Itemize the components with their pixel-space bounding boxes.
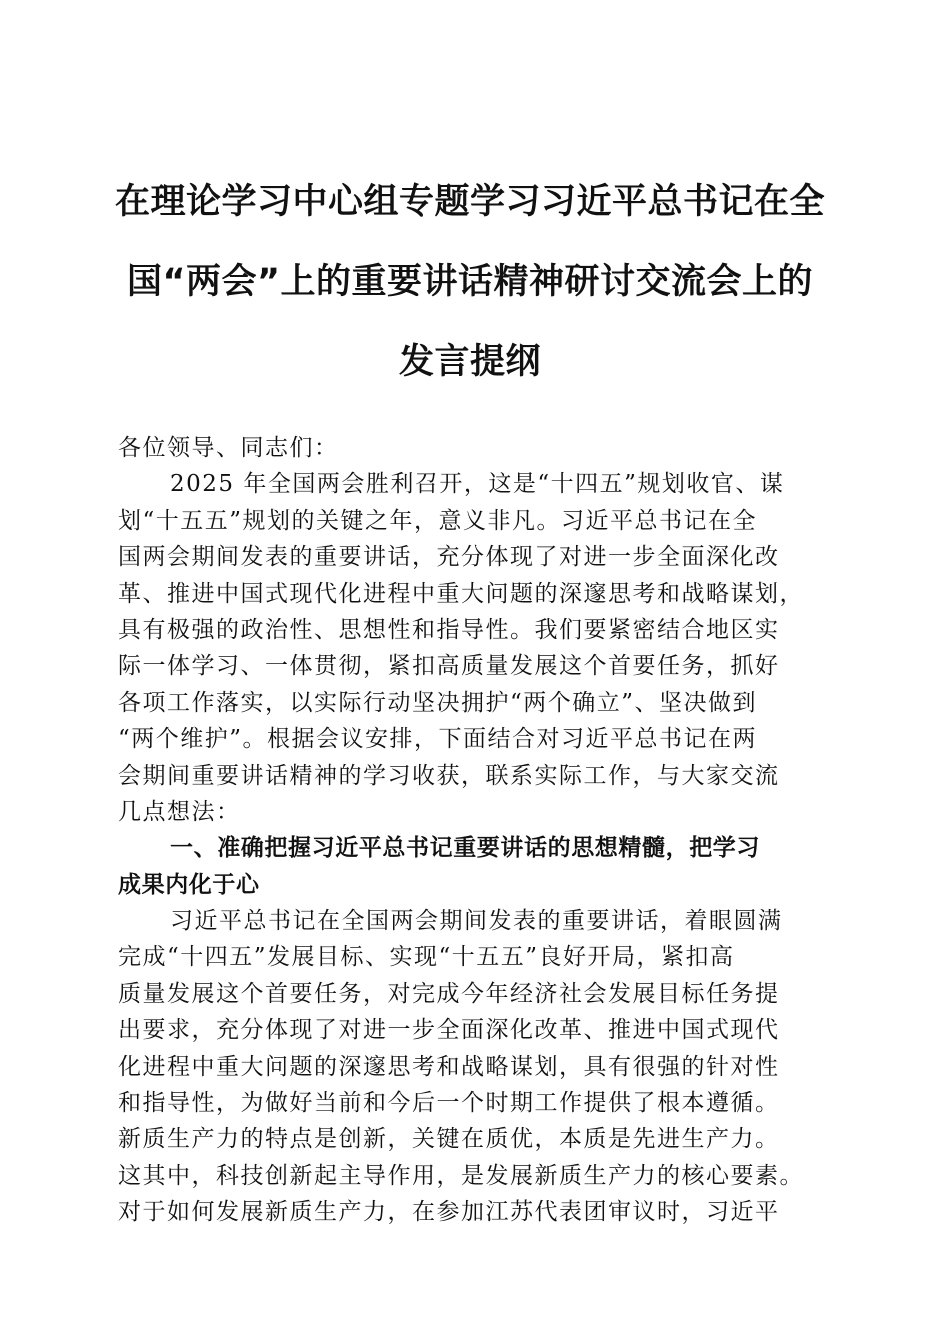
paragraph-line: 革、推进中国式现代化进程中重大问题的深邃思考和战略谋划， xyxy=(118,580,804,607)
paragraph-line: 际一体学习、一体贯彻，紧扣高质量发展这个首要任务，抓好 xyxy=(118,653,780,680)
paragraph-line: 具有极强的政治性、思想性和指导性。我们要紧密结合地区实 xyxy=(118,616,780,643)
document-title xyxy=(100,162,840,402)
paragraph-line: 几点想法： xyxy=(118,798,241,825)
paragraph-line: 对于如何发展新质生产力，在参加江苏代表团审议时，习近平 xyxy=(118,1199,780,1226)
paragraph-line: 化进程中重大问题的深邃思考和战略谋划，具有很强的针对性 xyxy=(118,1053,780,1080)
title-line-1: 在理论学习中心组专题学习习近平总书记在全 xyxy=(114,182,825,222)
paragraph-line: 质量发展这个首要任务，对完成今年经济社会发展目标任务提 xyxy=(118,980,780,1007)
paragraph-line: 完成“十四五”发展目标、实现“十五五”良好开局，紧扣高 xyxy=(118,944,735,971)
paragraph-line: 这其中，科技创新起主导作用，是发展新质生产力的核心要素。 xyxy=(118,1162,804,1189)
paragraph-line: 新质生产力的特点是创新，关键在质优，本质是先进生产力。 xyxy=(118,1126,780,1153)
paragraph-line: 2025 年全国两会胜利召开，这是“十四五”规划收官、谋 xyxy=(170,471,785,498)
section-heading: 成果内化于心 xyxy=(118,871,260,898)
title-line-3: 发言提纲 xyxy=(398,342,541,382)
paragraph-line: “两个维护”。根据会议安排，下面结合对习近平总书记在两 xyxy=(118,726,758,753)
paragraph-line: 和指导性，为做好当前和今后一个时期工作提供了根本遵循。 xyxy=(118,1090,780,1117)
paragraph-line: 国两会期间发表的重要讲话，充分体现了对进一步全面深化改 xyxy=(118,544,780,571)
paragraph-line: 出要求，充分体现了对进一步全面深化改革、推进中国式现代 xyxy=(118,1017,780,1044)
section-heading: 一、准确把握习近平总书记重要讲话的思想精髓，把学习 xyxy=(170,835,760,862)
salutation: 各位领导、同志们： xyxy=(118,435,339,461)
paragraph-line: 会期间重要讲话精神的学习收获，联系实际工作，与大家交流 xyxy=(118,762,780,789)
paragraph-line: 习近平总书记在全国两会期间发表的重要讲话，着眼圆满 xyxy=(170,908,783,935)
title-line-2: 国“两会”上的重要讲话精神研讨交流会上的 xyxy=(126,262,813,302)
paragraph-line: 各项工作落实，以实际行动坚决拥护“两个确立”、坚决做到 xyxy=(118,689,758,716)
paragraph-line: 划“十五五”规划的关键之年，意义非凡。习近平总书记在全 xyxy=(118,507,758,534)
document-body xyxy=(118,430,838,1231)
